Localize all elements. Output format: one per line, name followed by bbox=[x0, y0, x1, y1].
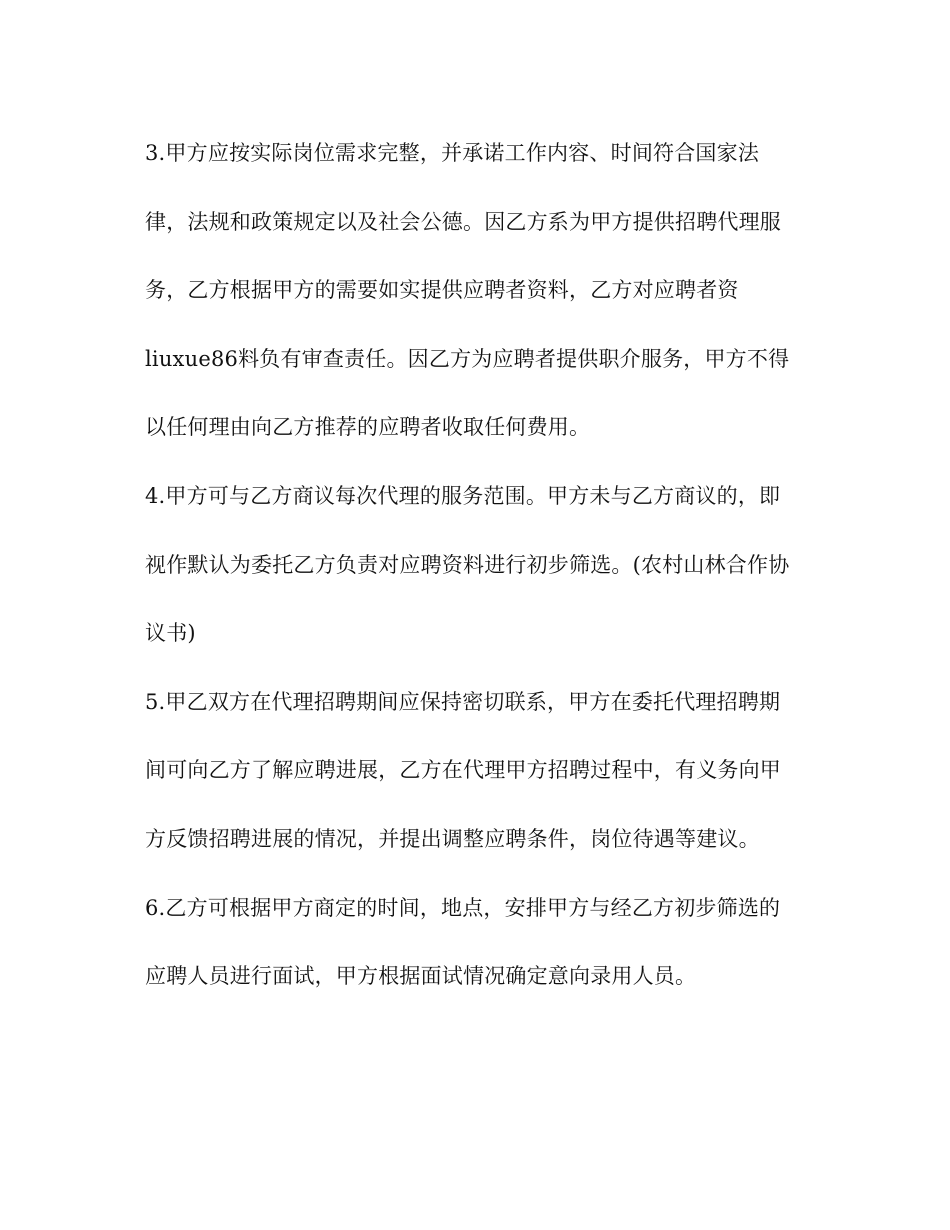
text-line: 6.乙方可根据甲方商定的时间，地点，安排甲方与经乙方初步筛选的 bbox=[145, 895, 781, 920]
text-line: 议书) bbox=[145, 621, 196, 646]
text-line: 务，乙方根据甲方的需要如实提供应聘者资料，乙方对应聘者资 bbox=[145, 278, 739, 303]
text-line: 方反馈招聘进展的情况，并提出调整应聘条件，岗位待遇等建议。 bbox=[145, 826, 760, 851]
text-line: 间可向乙方了解应聘进展，乙方在代理甲方招聘过程中，有义务向甲 bbox=[145, 758, 781, 783]
text-line: 律，法规和政策规定以及社会公德。因乙方系为甲方提供招聘代理服 bbox=[145, 209, 781, 234]
text-line: 以任何理由向乙方推荐的应聘者收取任何费用。 bbox=[145, 415, 591, 440]
text-line: 3.甲方应按实际岗位需求完整，并承诺工作内容、时间符合国家法 bbox=[145, 141, 760, 165]
text-line: 5.甲乙双方在代理招聘期间应保持密切联系，甲方在委托代理招聘期 bbox=[145, 689, 781, 714]
text-line: 视作默认为委托乙方负责对应聘资料进行初步筛选。(农村山林合作协 bbox=[145, 552, 790, 577]
text-line: 4.甲方可与乙方商议每次代理的服务范围。甲方未与乙方商议的，即 bbox=[145, 483, 781, 508]
text-line: liuxue86料负有审查责任。因乙方为应聘者提供职介服务，甲方不得 bbox=[145, 346, 790, 371]
document-body bbox=[145, 136, 825, 1028]
text-line: 应聘人员进行面试，甲方根据面试情况确定意向录用人员。 bbox=[145, 964, 697, 989]
